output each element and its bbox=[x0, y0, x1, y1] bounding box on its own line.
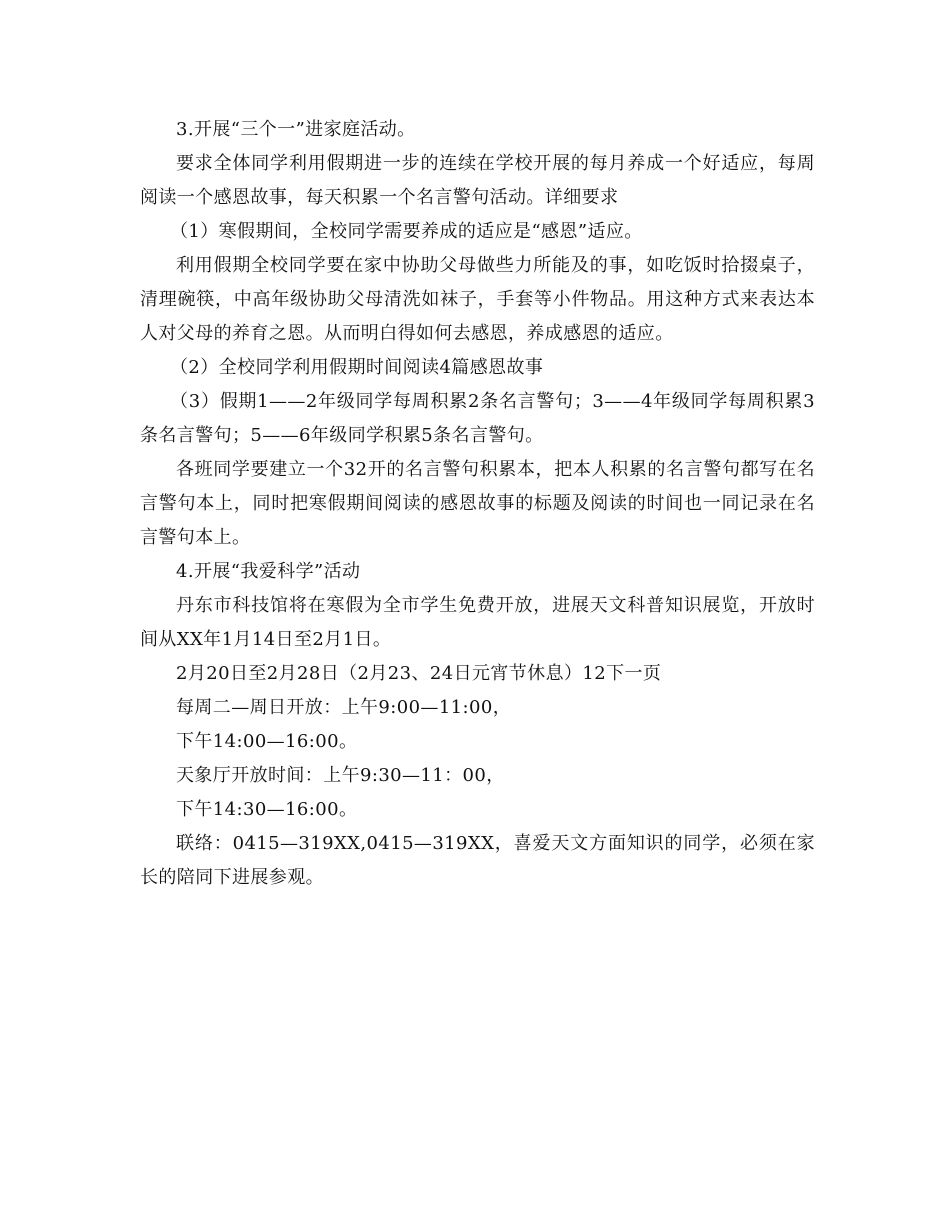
paragraph-planetarium-hours: 天象厅开放时间：上午9:30—11：00， bbox=[176, 765, 505, 786]
paragraph-requirements: 要求全体同学利用假期进一步的连续在学校开展的每月养成一个好适应，每周阅读一个感恩故事，每天积累一个名言警句活动。详细要求 bbox=[140, 153, 815, 208]
paragraph-dates: 2月20日至2月28日（2月23、24日元宵节休息）12下一页 bbox=[176, 663, 662, 684]
list-item-1: （1）寒假期间，全校同学需要养成的适应是“感恩”适应。 bbox=[170, 221, 643, 242]
list-item-3: （3）假期1——2年级同学每周积累2条名言警句；3——4年级同学每周积累3条名言警句；5——6年级同学积累5条名言警句。 bbox=[140, 391, 815, 446]
section-heading-love-science: 4.开展“我爱科学”活动 bbox=[176, 561, 361, 582]
paragraph-weekly-hours: 每周二—周日开放：上午9:00—11:00， bbox=[176, 697, 512, 718]
paragraph-planetarium-afternoon: 下午14:30—16:00。 bbox=[176, 799, 358, 820]
paragraph-notebook: 各班同学要建立一个32开的名言警句积累本，把本人积累的名言警句都写在名言警句本上，同时把寒假期间阅读的感恩故事的标题及阅读的时间也一同记录在名言警句本上。 bbox=[140, 459, 815, 548]
section-heading-three-ones: 3.开展“三个一”进家庭活动。 bbox=[176, 119, 416, 140]
paragraph-gratitude: 利用假期全校同学要在家中协助父母做些力所能及的事，如吃饭时拾掇桌子，清理碗筷，中高年级协助父母清洗如袜子，手套等小件物品。用这种方式来表达本人对父母的养育之恩。从而明白得如何去感恩，养成感恩的适应。 bbox=[140, 255, 815, 344]
paragraph-science-museum: 丹东市科技馆将在寒假为全市学生免费开放，进展天文科普知识展览，开放时间从XX年1月14日至2月1日。 bbox=[140, 595, 815, 650]
paragraph-afternoon-hours: 下午14:00—16:00。 bbox=[176, 731, 358, 752]
list-item-2: （2）全校同学利用假期时间阅读4篇感恩故事 bbox=[170, 357, 544, 378]
paragraph-contact: 联络：0415—319XX,0415—319XX，喜爱天文方面知识的同学，必须在家长的陪同下进展参观。 bbox=[140, 833, 815, 888]
document-body bbox=[140, 113, 815, 895]
